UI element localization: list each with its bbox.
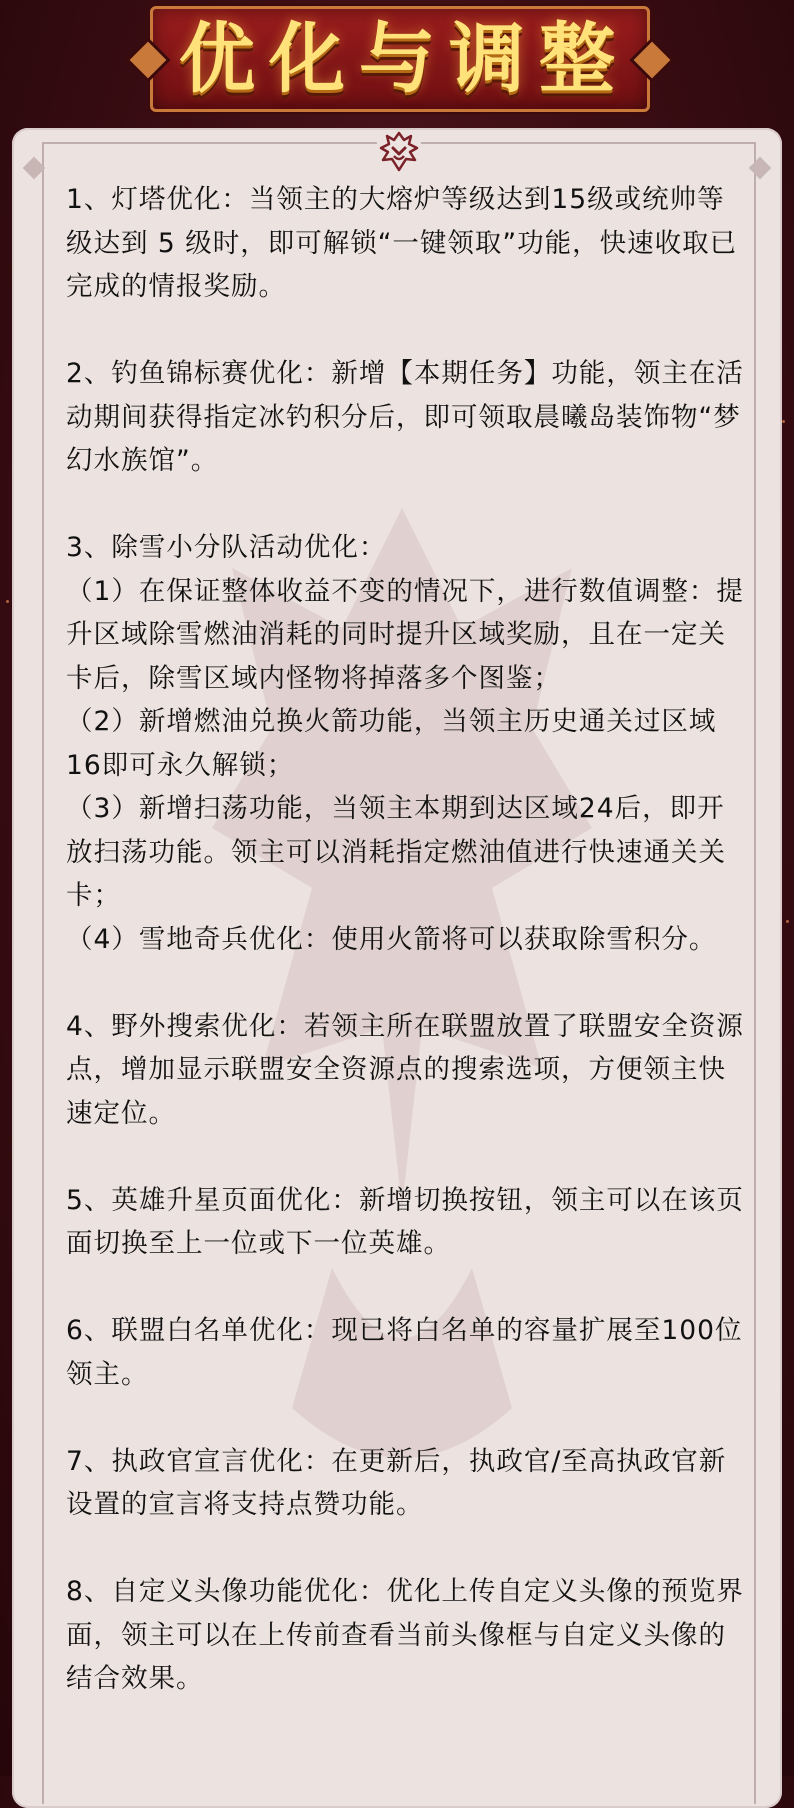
note-item-8: 8、自定义头像功能优化：优化上传自定义头像的预览界面，领主可以在上传前查看当前头像框与自定义头像的结合效果。 [66,1576,744,1694]
note-item-3-sub-4: （4）雪地奇兵优化：使用火箭将可以获取除雪积分。 [66,923,717,955]
note-item-4: 4、野外搜索优化：若领主所在联盟放置了联盟安全资源点，增加显示联盟安全资源点的搜索选项，方便领主快速定位。 [66,1010,744,1129]
content-card [12,128,782,1808]
note-item-5: 5、英雄升星页面优化：新增切换按钮，领主可以在该页面切换至上一位或下一位英雄。 [66,1184,744,1259]
title-banner [0,0,794,118]
note-item-1: 1、灯塔优化：当领主的大熔炉等级达到15级或统帅等级达到 5 级时，即可解锁“一键领取”功能，快速收取已完成的情报奖励。 [66,184,738,302]
sparkle-decoration [786,920,789,923]
note-item-3 [66,526,746,961]
note-item-3-heading: 3、除雪小分队活动优化： [66,532,387,563]
page-title: 优化与调整 [179,14,629,103]
update-notes [66,178,746,1744]
emblem-icon [377,130,421,174]
note-item-3-sub-3: （3）新增扫荡功能，当领主本期到达区域24后，即开放扫荡功能。领主可以消耗指定燃油值进行快速通关关卡； [66,793,726,911]
note-item-7: 7、执政官宣言优化：在更新后，执政官/至高执政官新设置的宣言将支持点赞功能。 [66,1445,727,1520]
note-item-2: 2、钓鱼锦标赛优化：新增【本期任务】功能，领主在活动期间获得指定冰钓积分后，即可领取晨曦岛装饰物“梦幻水族馆”。 [66,358,744,476]
note-item-6: 6、联盟白名单优化：现已将白名单的容量扩展至100位领主。 [66,1315,743,1390]
sparkle-decoration [6,600,9,603]
note-item-3-sub-2: （2）新增燃油兑换火箭功能，当领主历史通关过区域16即可永久解锁； [66,706,717,781]
sparkle-decoration [782,420,785,423]
note-item-3-sub-1: （1）在保证整体收益不变的情况下，进行数值调整：提升区域除雪燃油消耗的同时提升区域奖励，且在一定关卡后，除雪区域内怪物将掉落多个图鉴； [66,575,744,694]
